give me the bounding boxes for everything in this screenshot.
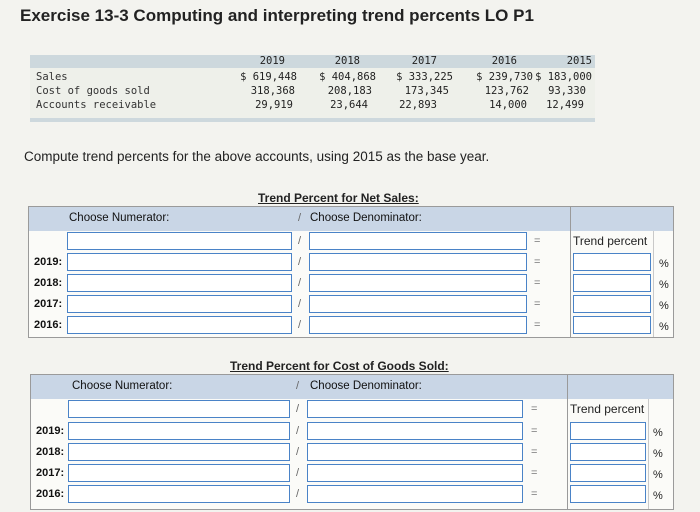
- denominator-input[interactable]: [307, 422, 523, 440]
- trend-row-2016: [31, 485, 673, 506]
- year-label: 2019:: [34, 256, 63, 268]
- equals-symbol: =: [534, 298, 541, 310]
- table-cell: $ 619,448: [240, 71, 297, 83]
- denominator-input[interactable]: [309, 295, 527, 313]
- equals-symbol: =: [534, 277, 541, 289]
- slash-symbol: /: [298, 212, 302, 224]
- trend-percent-input[interactable]: [573, 295, 651, 313]
- equals-symbol: =: [534, 256, 541, 268]
- table-cell: 29,919: [255, 99, 293, 111]
- year-label: 2017:: [36, 467, 65, 479]
- table-cell: 208,183: [327, 85, 372, 97]
- equals-symbol: =: [531, 425, 538, 437]
- trend-percent-input[interactable]: [570, 422, 646, 440]
- table-footer-bar: [30, 118, 595, 122]
- trend-row-2017: [29, 295, 673, 316]
- trend-percent-input[interactable]: [570, 443, 646, 461]
- trend-percent-input[interactable]: [573, 274, 651, 292]
- denominator-header: Choose Denominator:: [310, 380, 422, 392]
- trend-percent-input[interactable]: [573, 253, 651, 271]
- header-input-row: [29, 232, 673, 253]
- trend-row-2018: [29, 274, 673, 295]
- numerator-input[interactable]: [68, 422, 290, 440]
- section-title-net-sales: Trend Percent for Net Sales:: [258, 191, 419, 205]
- table-cell: 12,499: [546, 99, 584, 111]
- slash-symbol: /: [296, 446, 300, 458]
- denominator-input[interactable]: [309, 316, 527, 334]
- table-cell: $ 333,225: [396, 71, 453, 83]
- year-header-2015: 2015: [566, 55, 592, 67]
- cogs-grid: [30, 374, 674, 510]
- percent-sign: %: [653, 469, 663, 481]
- section-title-cogs: Trend Percent for Cost of Goods Sold:: [230, 359, 449, 373]
- equals-symbol: =: [534, 235, 541, 247]
- header-input-row: [31, 400, 673, 421]
- row-label-sales: Sales: [36, 71, 68, 83]
- table-cell: 23,644: [330, 99, 368, 111]
- table-cell: $ 404,868: [319, 71, 376, 83]
- exercise-title: Exercise 13-3 Computing and interpreting trend percents LO P1: [20, 6, 534, 25]
- year-label: 2019:: [36, 425, 65, 437]
- slash-symbol: /: [296, 425, 300, 437]
- slash-symbol: /: [298, 235, 302, 247]
- slash-symbol: /: [298, 256, 302, 268]
- numerator-input[interactable]: [67, 253, 292, 271]
- trend-percent-input[interactable]: [573, 316, 651, 334]
- table-cell: 22,893: [399, 99, 437, 111]
- year-header-2018: 2018: [334, 55, 360, 67]
- slash-symbol: /: [296, 467, 300, 479]
- slash-symbol: /: [296, 380, 300, 392]
- trend-percent-label: Trend percent: [573, 234, 648, 248]
- denominator-input[interactable]: [307, 400, 523, 418]
- slash-symbol: /: [298, 319, 302, 331]
- slash-symbol: /: [296, 403, 300, 415]
- numerator-input[interactable]: [67, 274, 292, 292]
- trend-row-2016: [29, 316, 673, 337]
- slash-symbol: /: [298, 277, 302, 289]
- trend-percent-label: Trend percent: [570, 402, 645, 416]
- table-cell: 318,368: [250, 85, 295, 97]
- numerator-input[interactable]: [68, 485, 290, 503]
- numerator-input[interactable]: [67, 232, 292, 250]
- trend-row-2019: [31, 422, 673, 443]
- numerator-input[interactable]: [67, 295, 292, 313]
- percent-sign: %: [659, 321, 669, 333]
- row-label-ar: Accounts receivable: [36, 99, 157, 111]
- trend-row-2017: [31, 464, 673, 485]
- account-data-table: [30, 55, 595, 122]
- percent-sign: %: [659, 300, 669, 312]
- trend-percent-input[interactable]: [570, 464, 646, 482]
- numerator-header: Choose Numerator:: [69, 212, 170, 224]
- year-header-2019: 2019: [259, 55, 285, 67]
- numerator-input[interactable]: [67, 316, 292, 334]
- equals-symbol: =: [531, 488, 538, 500]
- year-header-2017: 2017: [411, 55, 437, 67]
- denominator-input[interactable]: [309, 274, 527, 292]
- slash-symbol: /: [296, 488, 300, 500]
- equals-symbol: =: [531, 446, 538, 458]
- denominator-input[interactable]: [307, 443, 523, 461]
- percent-sign: %: [653, 490, 663, 502]
- year-label: 2017:: [34, 298, 63, 310]
- table-cell: 93,330: [548, 85, 586, 97]
- table-cell: 123,762: [484, 85, 529, 97]
- equals-symbol: =: [534, 319, 541, 331]
- trend-row-2018: [31, 443, 673, 464]
- trend-percent-input[interactable]: [570, 485, 646, 503]
- denominator-input[interactable]: [307, 485, 523, 503]
- denominator-input[interactable]: [309, 232, 527, 250]
- percent-sign: %: [653, 448, 663, 460]
- numerator-header: Choose Numerator:: [72, 380, 173, 392]
- table-cell: $ 239,730: [476, 71, 533, 83]
- equals-symbol: =: [531, 467, 538, 479]
- year-label: 2016:: [36, 488, 65, 500]
- year-label: 2018:: [36, 446, 65, 458]
- year-header-2016: 2016: [491, 55, 517, 67]
- row-label-cogs: Cost of goods sold: [36, 85, 150, 97]
- year-label: 2018:: [34, 277, 63, 289]
- equals-symbol: =: [531, 403, 538, 415]
- net-sales-grid: [28, 206, 674, 338]
- table-cell: 14,000: [489, 99, 527, 111]
- percent-sign: %: [659, 279, 669, 291]
- numerator-input[interactable]: [68, 400, 290, 418]
- trend-row-2019: [29, 253, 673, 274]
- denominator-input[interactable]: [309, 253, 527, 271]
- numerator-input[interactable]: [68, 443, 290, 461]
- slash-symbol: /: [298, 298, 302, 310]
- table-cell: 173,345: [404, 85, 449, 97]
- percent-sign: %: [659, 258, 669, 270]
- numerator-input[interactable]: [68, 464, 290, 482]
- instruction-text: Compute trend percents for the above accounts, using 2015 as the base year.: [24, 149, 490, 164]
- denominator-header: Choose Denominator:: [310, 212, 422, 224]
- percent-sign: %: [653, 427, 663, 439]
- table-cell: $ 183,000: [535, 71, 592, 83]
- denominator-input[interactable]: [307, 464, 523, 482]
- year-label: 2016:: [34, 319, 63, 331]
